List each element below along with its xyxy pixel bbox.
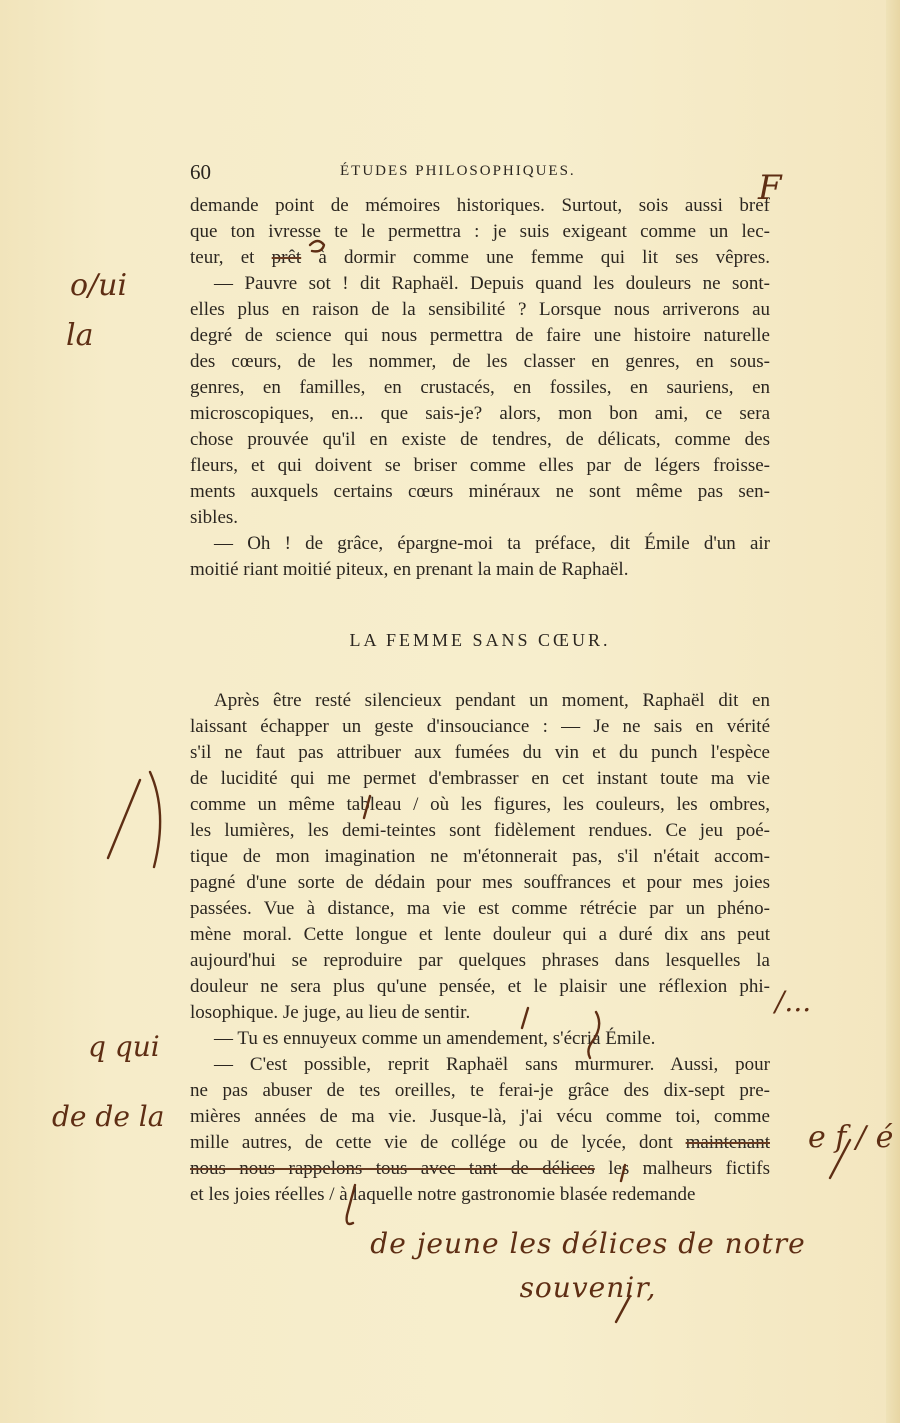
text-line: elles plus en raison de la sensibilité ? Lorsque nous arriverons au	[190, 299, 770, 320]
text-line: laissant échapper un geste d'insouciance : — Je ne sais en vérité	[190, 716, 770, 737]
text-line: sibles.	[190, 507, 239, 528]
text-line: aujourd'hui se reproduire par quelques phrases dans lesquelles la	[190, 950, 770, 971]
text-line: genres, en familles, en crustacés, en fossiles, en sauriens, en	[190, 377, 770, 398]
text-line: comme un même tableau / où les figures, les couleurs, les ombres,	[190, 794, 770, 815]
text-fragment: teur, et	[190, 247, 272, 268]
text-line	[190, 1156, 770, 1182]
text-line: de lucidité qui me permet d'embrasser en cet instant toute ma vie	[190, 768, 770, 789]
margin-note-right-1: /...	[775, 985, 812, 1018]
text-fragment: mille autres, de cette vie de collége ou de lycée, dont	[190, 1132, 673, 1153]
margin-note-right-2: e f / é	[808, 1120, 894, 1155]
text-line: douleur ne sera plus qu'une pensée, et le plaisir une réflexion phi-	[190, 976, 770, 997]
text-line: degré de science qui nous permettra de faire une histoire naturelle	[190, 325, 770, 346]
text-line: — Tu es ennuyeux comme un amendement, s'écria Émile.	[214, 1028, 656, 1049]
text-line: — Pauvre sot ! dit Raphaël. Depuis quand les douleurs ne sont-	[214, 273, 770, 294]
margin-note-left-4: de de la	[52, 1100, 165, 1133]
text-line: moitié riant moitié piteux, en prenant la main de Raphaël.	[190, 559, 629, 580]
text-line: ne pas abuser de tes oreilles, te ferai-je grâce des dix-sept pre-	[190, 1080, 770, 1101]
text-fragment: à dormir comme une femme qui lit ses vêpres.	[301, 247, 770, 268]
text-line: passées. Vue à distance, ma vie est comme rétrécie par un phéno-	[190, 898, 770, 919]
text-line: tique de mon imagination ne m'étonnerait pas, s'il n'était accom-	[190, 846, 770, 867]
text-line: mène moral. Cette longue et lente douleur qui a duré dix ans peut	[190, 924, 770, 945]
margin-note-left-2: la	[66, 318, 94, 353]
text-line: losophique. Je juge, au lieu de sentir.	[190, 1002, 471, 1023]
text-line: chose prouvée qu'il en existe de tendres, de délicats, comme des	[190, 429, 770, 450]
running-head	[190, 160, 770, 188]
text-line: et les joies réelles / à laquelle notre gastronomie blasée redemande	[190, 1184, 696, 1205]
text-block-main	[190, 688, 770, 1208]
text-line: — C'est possible, reprit Raphaël sans murmurer. Aussi, pour	[214, 1054, 770, 1075]
margin-note-left-1: o/ui	[70, 268, 128, 303]
margin-note-bottom: de jeune les délices de notre souvenir,	[370, 1227, 806, 1304]
text-line	[190, 245, 770, 271]
page-number: 60	[190, 160, 211, 184]
text-line	[190, 1130, 770, 1156]
text-line: mières années de ma vie. Jusque-là, j'ai vécu comme toi, comme	[190, 1106, 770, 1127]
page-edge	[886, 0, 900, 1423]
text-block-top	[190, 193, 770, 583]
margin-note-left-3: q qui	[88, 1030, 160, 1063]
text-line: que ton ivresse te le permettra : je suis exigeant comme un lec-	[190, 221, 770, 242]
text-line: les lumières, les demi-teintes sont fidèlement rendues. Ce jeu poé-	[190, 820, 770, 841]
margin-note-top-right: F	[758, 168, 782, 208]
text-fragment: les malheurs fictifs	[608, 1158, 770, 1179]
section-title: LA FEMME SANS CŒUR.	[349, 630, 611, 650]
text-line: — Oh ! de grâce, épargne-moi ta préface, dit Émile d'un air	[214, 533, 770, 554]
text-line: Après être resté silencieux pendant un moment, Raphaël dit en	[214, 690, 770, 711]
text-line: fleurs, et qui doivent se briser comme elles par de légers froisse-	[190, 455, 770, 476]
running-title: ÉTUDES PHILOSOPHIQUES.	[340, 163, 576, 179]
text-line: microscopiques, en... que sais-je? alors, mon bon ami, ce sera	[190, 403, 770, 424]
text-line: demande point de mémoires historiques. Surtout, sois aussi bref	[190, 195, 770, 216]
struck-line: nous nous rappelons tous avec tant de délices	[190, 1158, 595, 1179]
text-line: pagné d'une sorte de dédain pour mes souffrances et pour mes joies	[190, 872, 770, 893]
text-line: des cœurs, de les nommer, de les classer en genres, en sous-	[190, 351, 770, 372]
text-line: ments auxquels certains cœurs minéraux ne sont même pas sen-	[190, 481, 770, 502]
struck-word: prêt	[271, 247, 302, 268]
text-line: s'il ne faut pas attribuer aux fumées du vin et du punch l'espèce	[190, 742, 770, 763]
struck-word: maintenant	[685, 1132, 770, 1153]
